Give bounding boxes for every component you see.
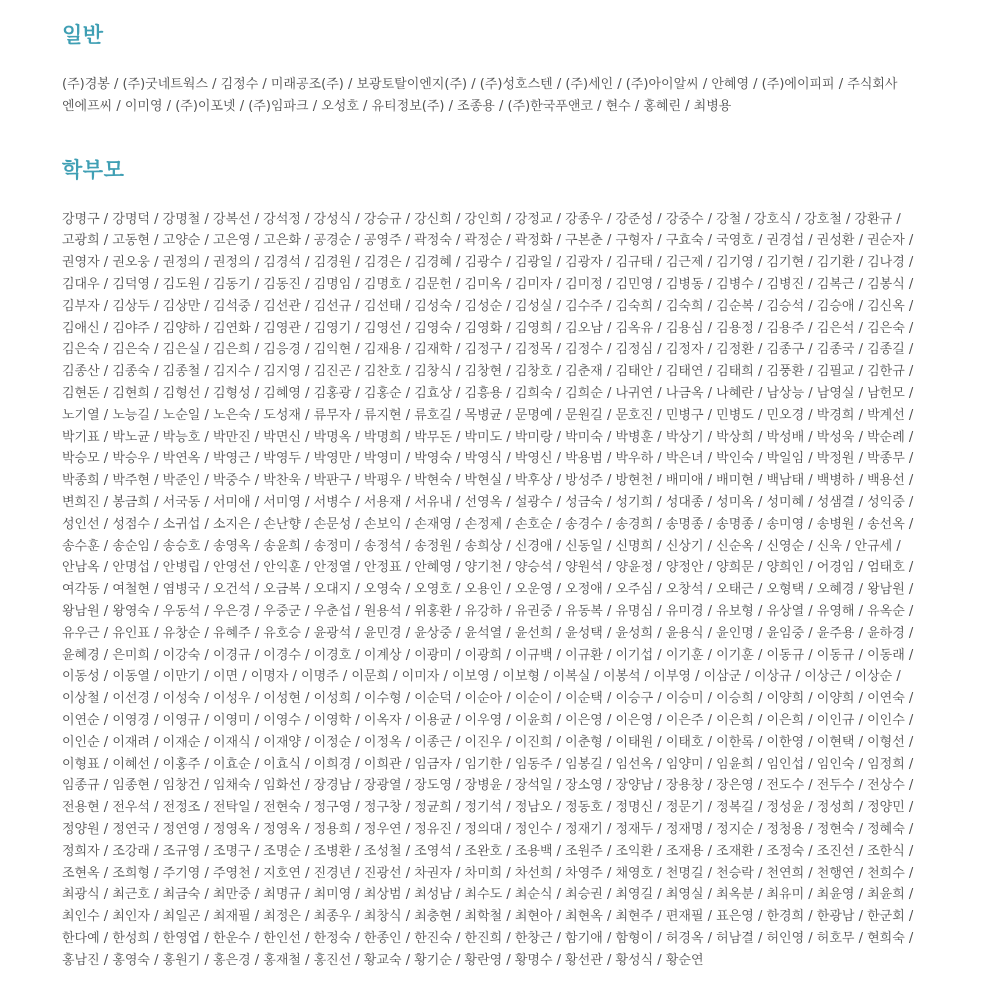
section-parents: [62, 159, 920, 972]
section-parents-title: 학부모: [62, 157, 125, 182]
section-general-name-list: (주)경봉 / (주)굿네트웍스 / 김정수 / 미래공조(주) / 보광토탈이엔지(주) / (주)성호스텐 / (주)세인 / (주)아이알씨 / 안혜영 / (주)에이피피 / 주식회사 엔에프씨 / 이미영 / (주)이포넷 / (주)임파크 / 오성호 / 유티정보(주) / 조종용 / (주)한국푸앤코 / 현수 / 홍혜린 / 최병용: [62, 77, 898, 114]
section-general-title: 일반: [62, 23, 104, 47]
section-parents-name-list: 강명구 / 강명덕 / 강명철 / 강복선 / 강석정 / 강성식 / 강승규 / 강신희 / 강인희 / 강정교 / 강종우 / 강준성 / 강중수 / 강철 / 강호식 / 강호철 / 강환규 / 고광희 / 고동현 / 고양순 / 고은영 / 고은화 / 공경순 / 공영주 / 곽정숙 / 곽정순 / 곽정화 / 구본춘 / 구형자 / 구효숙 / 국영호 / 권경섭 / 권성환 / 권순자 / 권영자 / 권오웅 / 권정의 / 권정의 / 김경석 / 김경원 / 김경은 / 김경혜 / 김광수 / 김광일 / 김광자 / 김규태 / 김근제 / 김기영 / 김기현 / 김기환 / 김나경 / 김대우 / 김덕영 / 김도원 / 김동기 / 김동진 / 김명임 / 김명호 / 김문헌 / 김미옥 / 김미자 / 김미정 / 김민영 / 김병동 / 김병수 / 김병진 / 김복근 / 김봉식 / 김부자 / 김상두 / 김상만 / 김석중 / 김선관 / 김선규 / 김선태 / 김성숙 / 김성순 / 김성실 / 김수주 / 김숙희 / 김숙희 / 김순복 / 김승석 / 김승애 / 김신옥 / 김애신 / 김야주 / 김양하 / 김연화 / 김영관 / 김영기 / 김영선 / 김영숙 / 김영화 / 김영희 / 김오남 / 김옥유 / 김용심 / 김용정 / 김용주 / 김은석 / 김은숙 / 김은숙 / 김은숙 / 김은실 / 김은희 / 김응경 / 김익현 / 김재용 / 김재학 / 김정구 / 김정목 / 김정수 / 김정심 / 김정자 / 김정환 / 김종구 / 김종국 / 김종길 / 김종산 / 김종숙 / 김종철 / 김지수 / 김지영 / 김진곤 / 김찬호 / 김창식 / 김창현 / 김창호 / 김춘재 / 김태안 / 김태연 / 김태희 / 김풍환 / 김필교 / 김한규 / 김현돈 / 김현희 / 김형선 / 김형성 / 김혜영 / 김홍광 / 김홍순 / 김효상 / 김흥용 / 김희숙 / 김희순 / 나귀연 / 나금옥 / 나혜란 / 남상능 / 남영실 / 남헌모 / 노기열 / 노능길 / 노순일 / 노은숙 / 도성재 / 류무자 / 류지현 / 류호길 / 목병균 / 문명예 / 문원길 / 문호진 / 민병구 / 민병도 / 민오경 / 박경희 / 박계선 / 박기표 / 박노균 / 박능호 / 박만진 / 박면신 / 박명옥 / 박명희 / 박무돈 / 박미도 / 박미랑 / 박미숙 / 박병훈 / 박상기 / 박상희 / 박성배 / 박성욱 / 박순례 / 박승모 / 박승우 / 박연옥 / 박영근 / 박영두 / 박영만 / 박영미 / 박영숙 / 박영식 / 박영신 / 박용범 / 박우하 / 박은녀 / 박인숙 / 박일임 / 박정원 / 박종무 / 박종희 / 박주현 / 박준인 / 박중수 / 박찬욱 / 박판구 / 박평우 / 박현숙 / 박현실 / 박후상 / 방성주 / 방현천 / 배미애 / 배미현 / 백남태 / 백병하 / 백용선 / 변희진 / 봉금희 / 서국동 / 서미애 / 서미영 / 서병수 / 서용재 / 서유내 / 선영옥 / 설광수 / 성금숙 / 성기희 / 성대종 / 성미옥 / 성미혜 / 성샘결 / 성익중 / 성인선 / 성점수 / 소귀섭 / 소지은 / 손난향 / 손문성 / 손보익 / 손재영 / 손정제 / 손호순 / 송경수 / 송경희 / 송명종 / 송명종 / 송미영 / 송병원 / 송선옥 / 송수훈 / 송순임 / 송승호 / 송영옥 / 송윤희 / 송정미 / 송정석 / 송정원 / 송희상 / 신경애 / 신동일 / 신명희 / 신상기 / 신순옥 / 신영순 / 신욱 / 안규세 / 안남옥 / 안명섭 / 안병립 / 안영선 / 안익훈 / 안정열 / 안정표 / 안혜영 / 양기천 / 양승석 / 양원석 / 양윤정 / 양정안 / 양희문 / 양희인 / 어경임 / 엄태호 / 여각동 / 여철현 / 염병국 / 오건석 / 오금복 / 오대지 / 오영숙 / 오영호 / 오용인 / 오운영 / 오정애 / 오주심 / 오창석 / 오태근 / 오형택 / 오혜경 / 왕남원 / 왕남원 / 왕영숙 / 우동석 / 우은경 / 우중군 / 우춘섭 / 원용석 / 위홍환 / 유강하 / 유권중 / 유동복 / 유명심 / 유미경 / 유보형 / 유상열 / 유영해 / 유옥순 / 유우근 / 유인표 / 유창순 / 유혜주 / 유호승 / 윤광석 / 윤민경 / 윤상중 / 윤석열 / 윤선희 / 윤성택 / 윤성희 / 윤용식 / 윤인명 / 윤임중 / 윤주용 / 윤하경 / 윤혜경 / 은미희 / 이강숙 / 이경규 / 이경수 / 이경호 / 이계상 / 이광미 / 이광희 / 이규백 / 이규환 / 이기섭 / 이기훈 / 이기훈 / 이동규 / 이동규 / 이동래 / 이동성 / 이동열 / 이만기 / 이면 / 이명자 / 이명주 / 이문희 / 이미자 / 이보영 / 이보형 / 이복실 / 이봉석 / 이부영 / 이삼군 / 이상규 / 이상근 / 이상순 / 이상철 / 이선경 / 이성숙 / 이성우 / 이성현 / 이성희 / 이수형 / 이순덕 / 이순아 / 이순이 / 이순택 / 이승구 / 이승미 / 이승희 / 이양희 / 이양희 / 이연숙 / 이연순 / 이영경 / 이영규 / 이영미 / 이영수 / 이영학 / 이옥자 / 이용균 / 이우영 / 이윤희 / 이은영 / 이은영 / 이은주 / 이은희 / 이은희 / 이인규 / 이인수 / 이인순 / 이재려 / 이재순 / 이재식 / 이재양 / 이정순 / 이정옥 / 이종근 / 이진우 / 이진희 / 이춘형 / 이태원 / 이태호 / 이한록 / 이한영 / 이현택 / 이형선 / 이형표 / 이혜선 / 이홍주 / 이효순 / 이효식 / 이희경 / 이희관 / 임금자 / 임기한 / 임동주 / 임봉길 / 임선옥 / 임양미 / 임윤희 / 임인섭 / 임인숙 / 임정희 / 임종규 / 임종현 / 임창건 / 임채숙 / 임화선 / 장경남 / 장광열 / 장도영 / 장병윤 / 장석일 / 장소영 / 장양남 / 장용창 / 장은영 / 전도수 / 전두수 / 전상수 / 전용현 / 전우석 / 전정조 / 전탁일 / 전현숙 / 정구영 / 정구창 / 정균희 / 정기석 / 정남오 / 정동호 / 정명신 / 정문기 / 정복길 / 정성윤 / 정성희 / 정양민 / 정양원 / 정연국 / 정연영 / 정영옥 / 정영옥 / 정용희 / 정우연 / 정유진 / 정의대 / 정인수 / 정재기 / 정재두 / 정재명 / 정지순 / 정청용 / 정현숙 / 정혜숙 / 정희자 / 조강래 / 조규영 / 조명구 / 조명순 / 조병환 / 조성철 / 조영석 / 조완호 / 조용백 / 조원주 / 조익환 / 조재용 / 조재환 / 조정숙 / 조진선 / 조한식 / 조현옥 / 조희형 / 주기영 / 주영천 / 지호연 / 진경년 / 진광선 / 차권자 / 차미희 / 차선희 / 차영주 / 채영호 / 천명길 / 천승락 / 천연희 / 천행연 / 천희수 / 최광식 / 최근호 / 최금숙 / 최만중 / 최명규 / 최미영 / 최상범 / 최성남 / 최수도 / 최순식 / 최승권 / 최영길 / 최영실 / 최옥분 / 최유미 / 최윤영 / 최윤희 / 최인수 / 최인자 / 최일곤 / 최재필 / 최정은 / 최종우 / 최창식 / 최충현 / 최학철 / 최현아 / 최현옥 / 최현주 / 편재필 / 표은영 / 한경희 / 한광남 / 한군회 / 한다예 / 한성희 / 한영엽 / 한운수 / 한인선 / 한정숙 / 한종인 / 한진숙 / 한진희 / 한창근 / 함기애 / 함형이 / 허경옥 / 허남결 / 허인영 / 허호무 / 현희숙 / 홍남진 / 홍영숙 / 홍원기 / 홍은경 / 홍재철 / 홍진선 / 황교숙 / 황기순 / 황란영 / 황명수 / 황선관 / 황성식 / 황순연: [62, 211, 914, 968]
section-general: [62, 24, 920, 118]
